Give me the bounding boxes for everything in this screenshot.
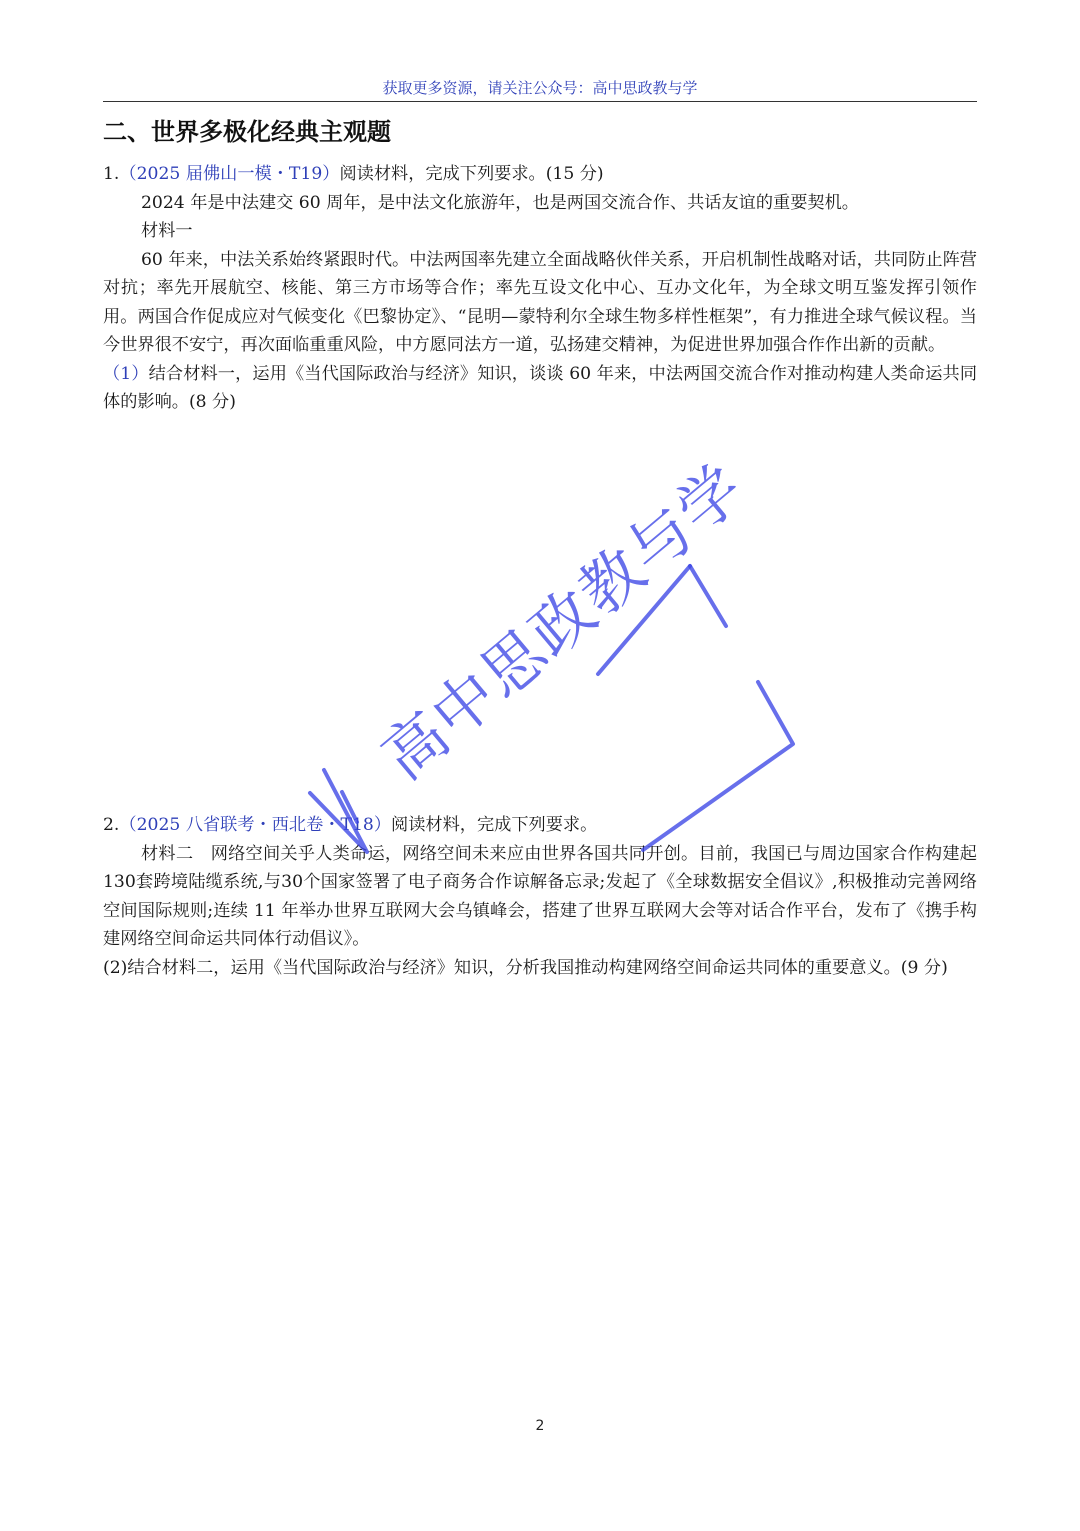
question-instruction: 阅读材料，完成下列要求。 (391, 815, 598, 835)
page-number: 2 (535, 1418, 545, 1434)
question-source: （2025 届佛山一模・T19） (119, 164, 340, 184)
sub-question (103, 360, 977, 417)
question-1 (103, 160, 977, 417)
sub-question-number: （1） (103, 363, 149, 384)
material-label: 材料二 (141, 843, 194, 864)
watermark-text: 高中思政教与学 (368, 449, 759, 794)
question-number: 2. (103, 815, 120, 835)
material-text: 60 年来，中法关系始终紧跟时代。中法两国率先建立全面战略伙伴关系，开启机制性战略对话，共同防止阵营对抗；率先开展航空、核能、第三方市场等合作；率先互设文化中心、互办文化年，为全球文明互鉴发挥引领作用。两国合作促成应对气候变化《巴黎协定》、“昆明—蒙特利尔全球生物多样性框架”，有力推进全球气候议程。当今世界很不安宁，再次面临重重风险，中方愿同法方一道，弘扬建交精神，为促进世界加强合作作出新的贡献。 (103, 249, 977, 355)
sub-question-number: (2) (103, 957, 128, 978)
question-intro: 2024 年是中法建交 60 周年，是中法文化旅游年，也是两国交流合作、共话友谊的重要契机。 (141, 192, 859, 213)
question-number: 1. (103, 164, 120, 184)
sub-question-text: 结合材料一，运用《当代国际政治与经济》知识，谈谈 60 年来，中法两国交流合作对推动构建人类命运共同体的影响。(8 分) (103, 363, 978, 412)
section-title: 二、世界多极化经典主观题 (103, 118, 391, 146)
page-header: 获取更多资源，请关注公众号：高中思政教与学 (382, 79, 698, 97)
question-2 (103, 811, 977, 982)
question-1-header (103, 160, 977, 189)
question-2-header (103, 811, 977, 840)
question-source: （2025 八省联考・西北卷・T18） (119, 815, 392, 835)
question-instruction: 阅读材料，完成下列要求。(15 分) (339, 164, 604, 184)
header-divider (103, 101, 977, 102)
material-label: 材料一 (141, 221, 193, 241)
material-paragraph (103, 840, 977, 954)
sub-question-text: 结合材料二，运用《当代国际政治与经济》知识，分析我国推动构建网络空间命运共同体的重要意义。(9 分) (127, 957, 948, 978)
sub-question (103, 954, 977, 983)
material-text: 网络空间关乎人类命运，网络空间未来应由世界各国共同开创。目前，我国已与周边国家合作构建起 130套跨境陆缆系统,与30个国家签署了电子商务合作谅解备忘录;发起了《全球数据安全倡议》,积极推动完善网络空间国际规则;连续 11 年举办世界互联网大会乌镇峰会，搭建了世界互联网大会等对话合作平台，发布了《携手构建网络空间命运共同体行动倡议》。 (103, 843, 977, 949)
